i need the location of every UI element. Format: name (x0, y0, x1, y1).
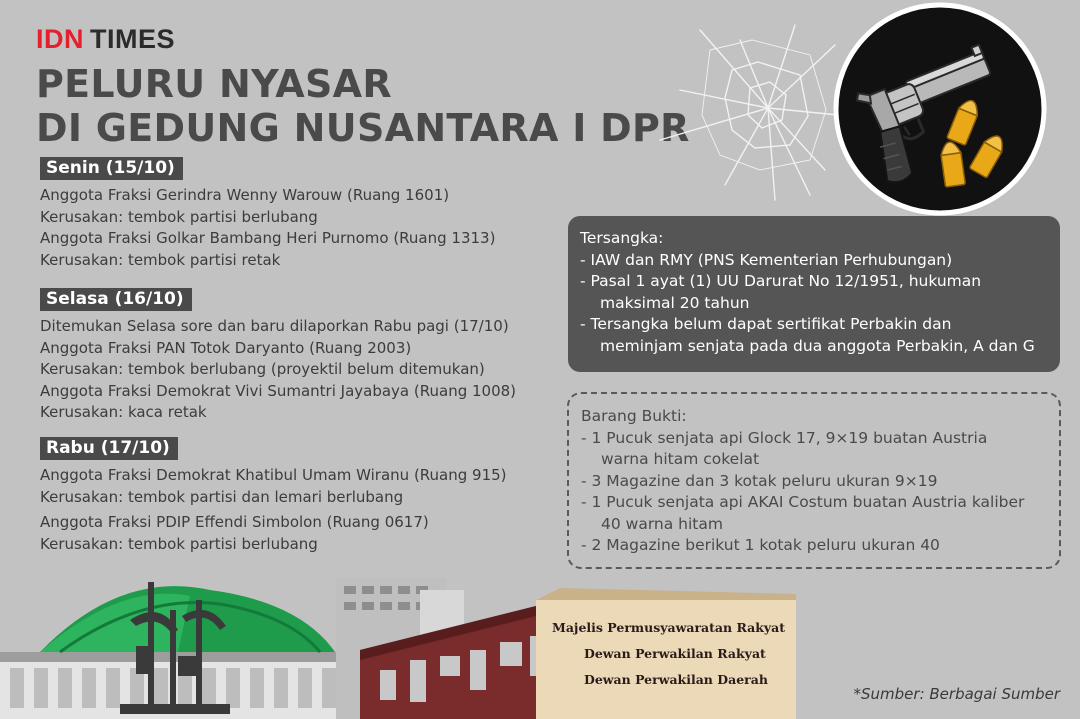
day-line: Kerusakan: tembok partisi dan lemari berlubang (40, 487, 404, 506)
tersangka-item: - Pasal 1 ayat (1) UU Darurat No 12/1951, hukuman (580, 272, 982, 290)
glass-crack-icon (640, 20, 840, 210)
logo-times: TIMES (90, 24, 176, 54)
revolver-bullets-emblem (833, 2, 1047, 216)
page-title (36, 62, 690, 150)
tersangka-item: - Tersangka belum dapat sertifikat Perbakin dan (580, 315, 952, 333)
bukti-item: - 3 Magazine dan 3 kotak peluru ukuran 9×19 (581, 471, 938, 490)
day-line: Anggota Fraksi Demokrat Khatibul Umam Wiranu (Ruang 915) (40, 466, 507, 484)
barang-bukti-panel (567, 392, 1061, 569)
day-line: Kerusakan: tembok berlubang (proyektil belum ditemukan) (40, 360, 485, 379)
day-line: Kerusakan: kaca retak (40, 403, 207, 422)
tersangka-item: meminjam senjata pada dua anggota Perbakin, A dan G (600, 336, 1035, 355)
sign-line-1: Majelis Permusyawaratan Rakyat (552, 620, 786, 635)
day-section-selasa (40, 288, 516, 424)
day-line: Anggota Fraksi PDIP Effendi Simbolon (Ruang 0617) (40, 513, 429, 532)
sign-line-3: Dewan Perwakilan Daerah (584, 672, 768, 687)
day-line: Anggota Fraksi PAN Totok Daryanto (Ruang 2003) (40, 338, 412, 357)
day-line: Kerusakan: tembok partisi berlubang (40, 534, 318, 553)
sign-line-2: Dewan Perwakilan Rakyat (584, 646, 766, 661)
day-line: Anggota Fraksi Demokrat Vivi Sumantri Jayabaya (Ruang 1008) (40, 381, 517, 400)
bukti-item: warna hitam cokelat (601, 450, 760, 468)
bukti-title: Barang Bukti: (581, 407, 687, 425)
idn-times-logo (36, 24, 175, 55)
day-section-senin (40, 157, 495, 271)
day-label: Rabu (17/10) (40, 437, 178, 460)
bukti-item: - 1 Pucuk senjata api AKAI Costum buatan Austria kaliber (581, 493, 1025, 511)
source-note: *Sumber: Berbagai Sumber (853, 685, 1060, 703)
bukti-item: - 1 Pucuk senjata api Glock 17, 9×19 buatan Austria (581, 428, 988, 447)
day-line: Kerusakan: tembok partisi berlubang (40, 207, 318, 226)
logo-idn: IDN (36, 24, 84, 54)
tersangka-item: - IAW dan RMY (PNS Kementerian Perhubungan) (580, 250, 953, 269)
day-line: Anggota Fraksi Gerindra Wenny Warouw (Ruang 1601) (40, 186, 450, 204)
bukti-item: 40 warna hitam (601, 514, 723, 533)
title-line-2: DI GEDUNG NUSANTARA I DPR (36, 106, 690, 150)
title-line-1: PELURU NYASAR (36, 62, 392, 106)
day-line: Kerusakan: tembok partisi retak (40, 250, 281, 269)
day-line: Anggota Fraksi Golkar Bambang Heri Purnomo (Ruang 1313) (40, 229, 496, 248)
day-label: Selasa (16/10) (40, 288, 192, 311)
day-line: Ditemukan Selasa sore dan baru dilaporkan Rabu pagi (17/10) (40, 317, 509, 335)
bukti-item: - 2 Magazine berikut 1 kotak peluru ukuran 40 (581, 536, 940, 554)
day-label: Senin (15/10) (40, 157, 183, 180)
day-section-rabu (40, 437, 507, 555)
tersangka-title: Tersangka: (580, 229, 664, 247)
dpr-building-illustration (0, 560, 800, 719)
tersangka-panel (568, 216, 1060, 372)
tersangka-item: maksimal 20 tahun (600, 293, 750, 312)
